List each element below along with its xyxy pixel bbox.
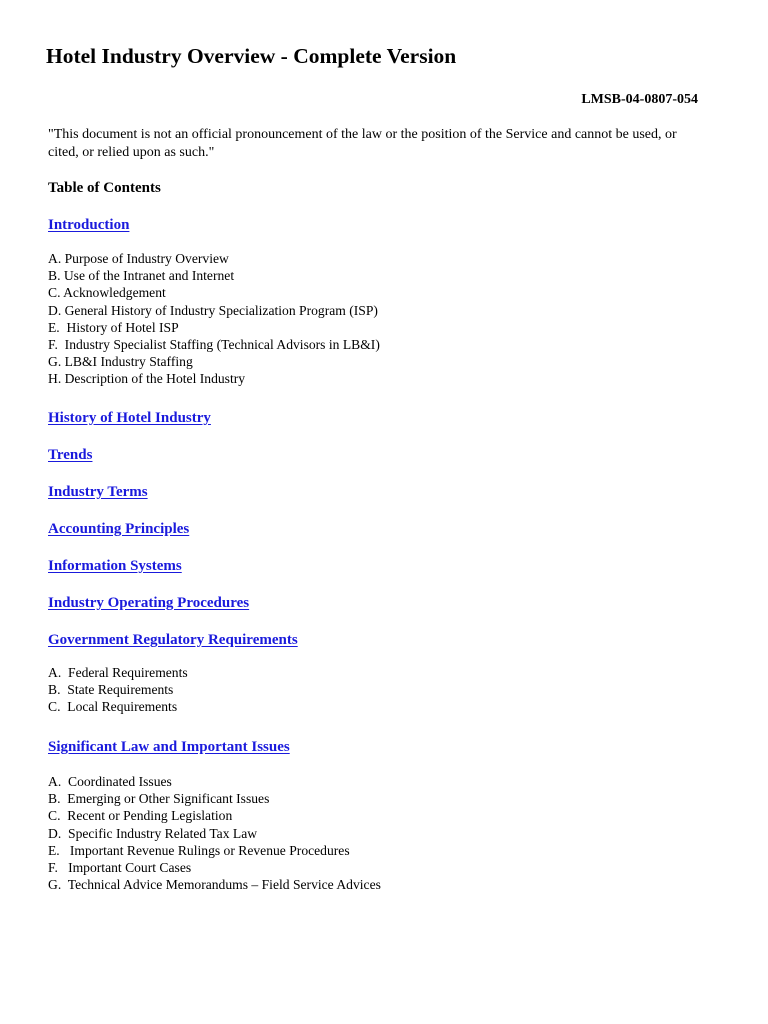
toc-heading: Table of Contents <box>48 180 161 196</box>
toc-subitem: H. Description of the Hotel Industry <box>48 371 246 387</box>
toc-subitem: C. Acknowledgement <box>48 285 166 301</box>
document-number: LMSB-04-0807-054 <box>581 92 698 107</box>
toc-section-trends <box>48 446 708 464</box>
toc-subitem: A. Federal Requirements <box>48 665 188 680</box>
toc-section-history <box>48 409 708 427</box>
toc-subitem: B. Use of the Intranet and Internet <box>48 268 235 284</box>
toc-section-information-systems <box>48 557 708 575</box>
toc-subitem: F. Important Court Cases <box>48 860 192 876</box>
toc-link-significant-law-and-important-issues[interactable]: Significant Law and Important Issues <box>48 739 290 755</box>
toc-section-introduction <box>48 216 708 388</box>
toc-subitem: A. Coordinated Issues <box>48 774 172 789</box>
toc-link-history-of-hotel-industry[interactable]: History of Hotel Industry <box>48 410 211 426</box>
toc-subitem: E. History of Hotel ISP <box>48 319 179 335</box>
toc-link-accounting-principles[interactable]: Accounting Principles <box>48 521 190 537</box>
toc-subitems-introduction <box>48 250 708 388</box>
toc-subitem: B. State Requirements <box>48 682 174 698</box>
toc-link-industry-operating-procedures[interactable]: Industry Operating Procedures <box>48 595 250 611</box>
disclaimer-text: "This document is not an official pronouncement of the law or the position of the Service and cannot be used, or cited, or relied upon as such." <box>48 127 677 160</box>
toc-subitem: G. Technical Advice Memorandums – Field Service Advices <box>48 877 381 893</box>
toc-link-introduction[interactable]: Introduction <box>48 217 130 233</box>
toc-subitem: F. Industry Specialist Staffing (Technical Advisors in LB&I) <box>48 337 380 353</box>
toc-subitem: E. Important Revenue Rulings or Revenue Procedures <box>48 842 350 858</box>
toc-section-significant-law <box>48 738 708 893</box>
toc-subitem: D. Specific Industry Related Tax Law <box>48 825 258 841</box>
toc-subitem: C. Local Requirements <box>48 699 178 715</box>
toc-subitems-significant-law <box>48 773 708 893</box>
toc-section-government-regulatory <box>48 631 708 716</box>
toc-subitems-government-regulatory <box>48 664 708 716</box>
toc-subitem: D. General History of Industry Specialization Program (ISP) <box>48 302 378 318</box>
toc-section-accounting-principles <box>48 520 708 538</box>
toc-link-information-systems[interactable]: Information Systems <box>48 558 182 574</box>
toc-subitem: A. Purpose of Industry Overview <box>48 251 229 266</box>
toc-section-operating-procedures <box>48 594 708 612</box>
toc-link-trends[interactable]: Trends <box>48 447 93 463</box>
document-title: Hotel Industry Overview - Complete Version <box>46 44 457 68</box>
toc-section-industry-terms <box>48 483 708 501</box>
toc-link-government-regulatory-requirements[interactable]: Government Regulatory Requirements <box>48 632 298 648</box>
toc-link-industry-terms[interactable]: Industry Terms <box>48 484 148 500</box>
toc-subitem: B. Emerging or Other Significant Issues <box>48 791 270 807</box>
toc-subitem: G. LB&I Industry Staffing <box>48 354 193 370</box>
toc-subitem: C. Recent or Pending Legislation <box>48 808 233 824</box>
